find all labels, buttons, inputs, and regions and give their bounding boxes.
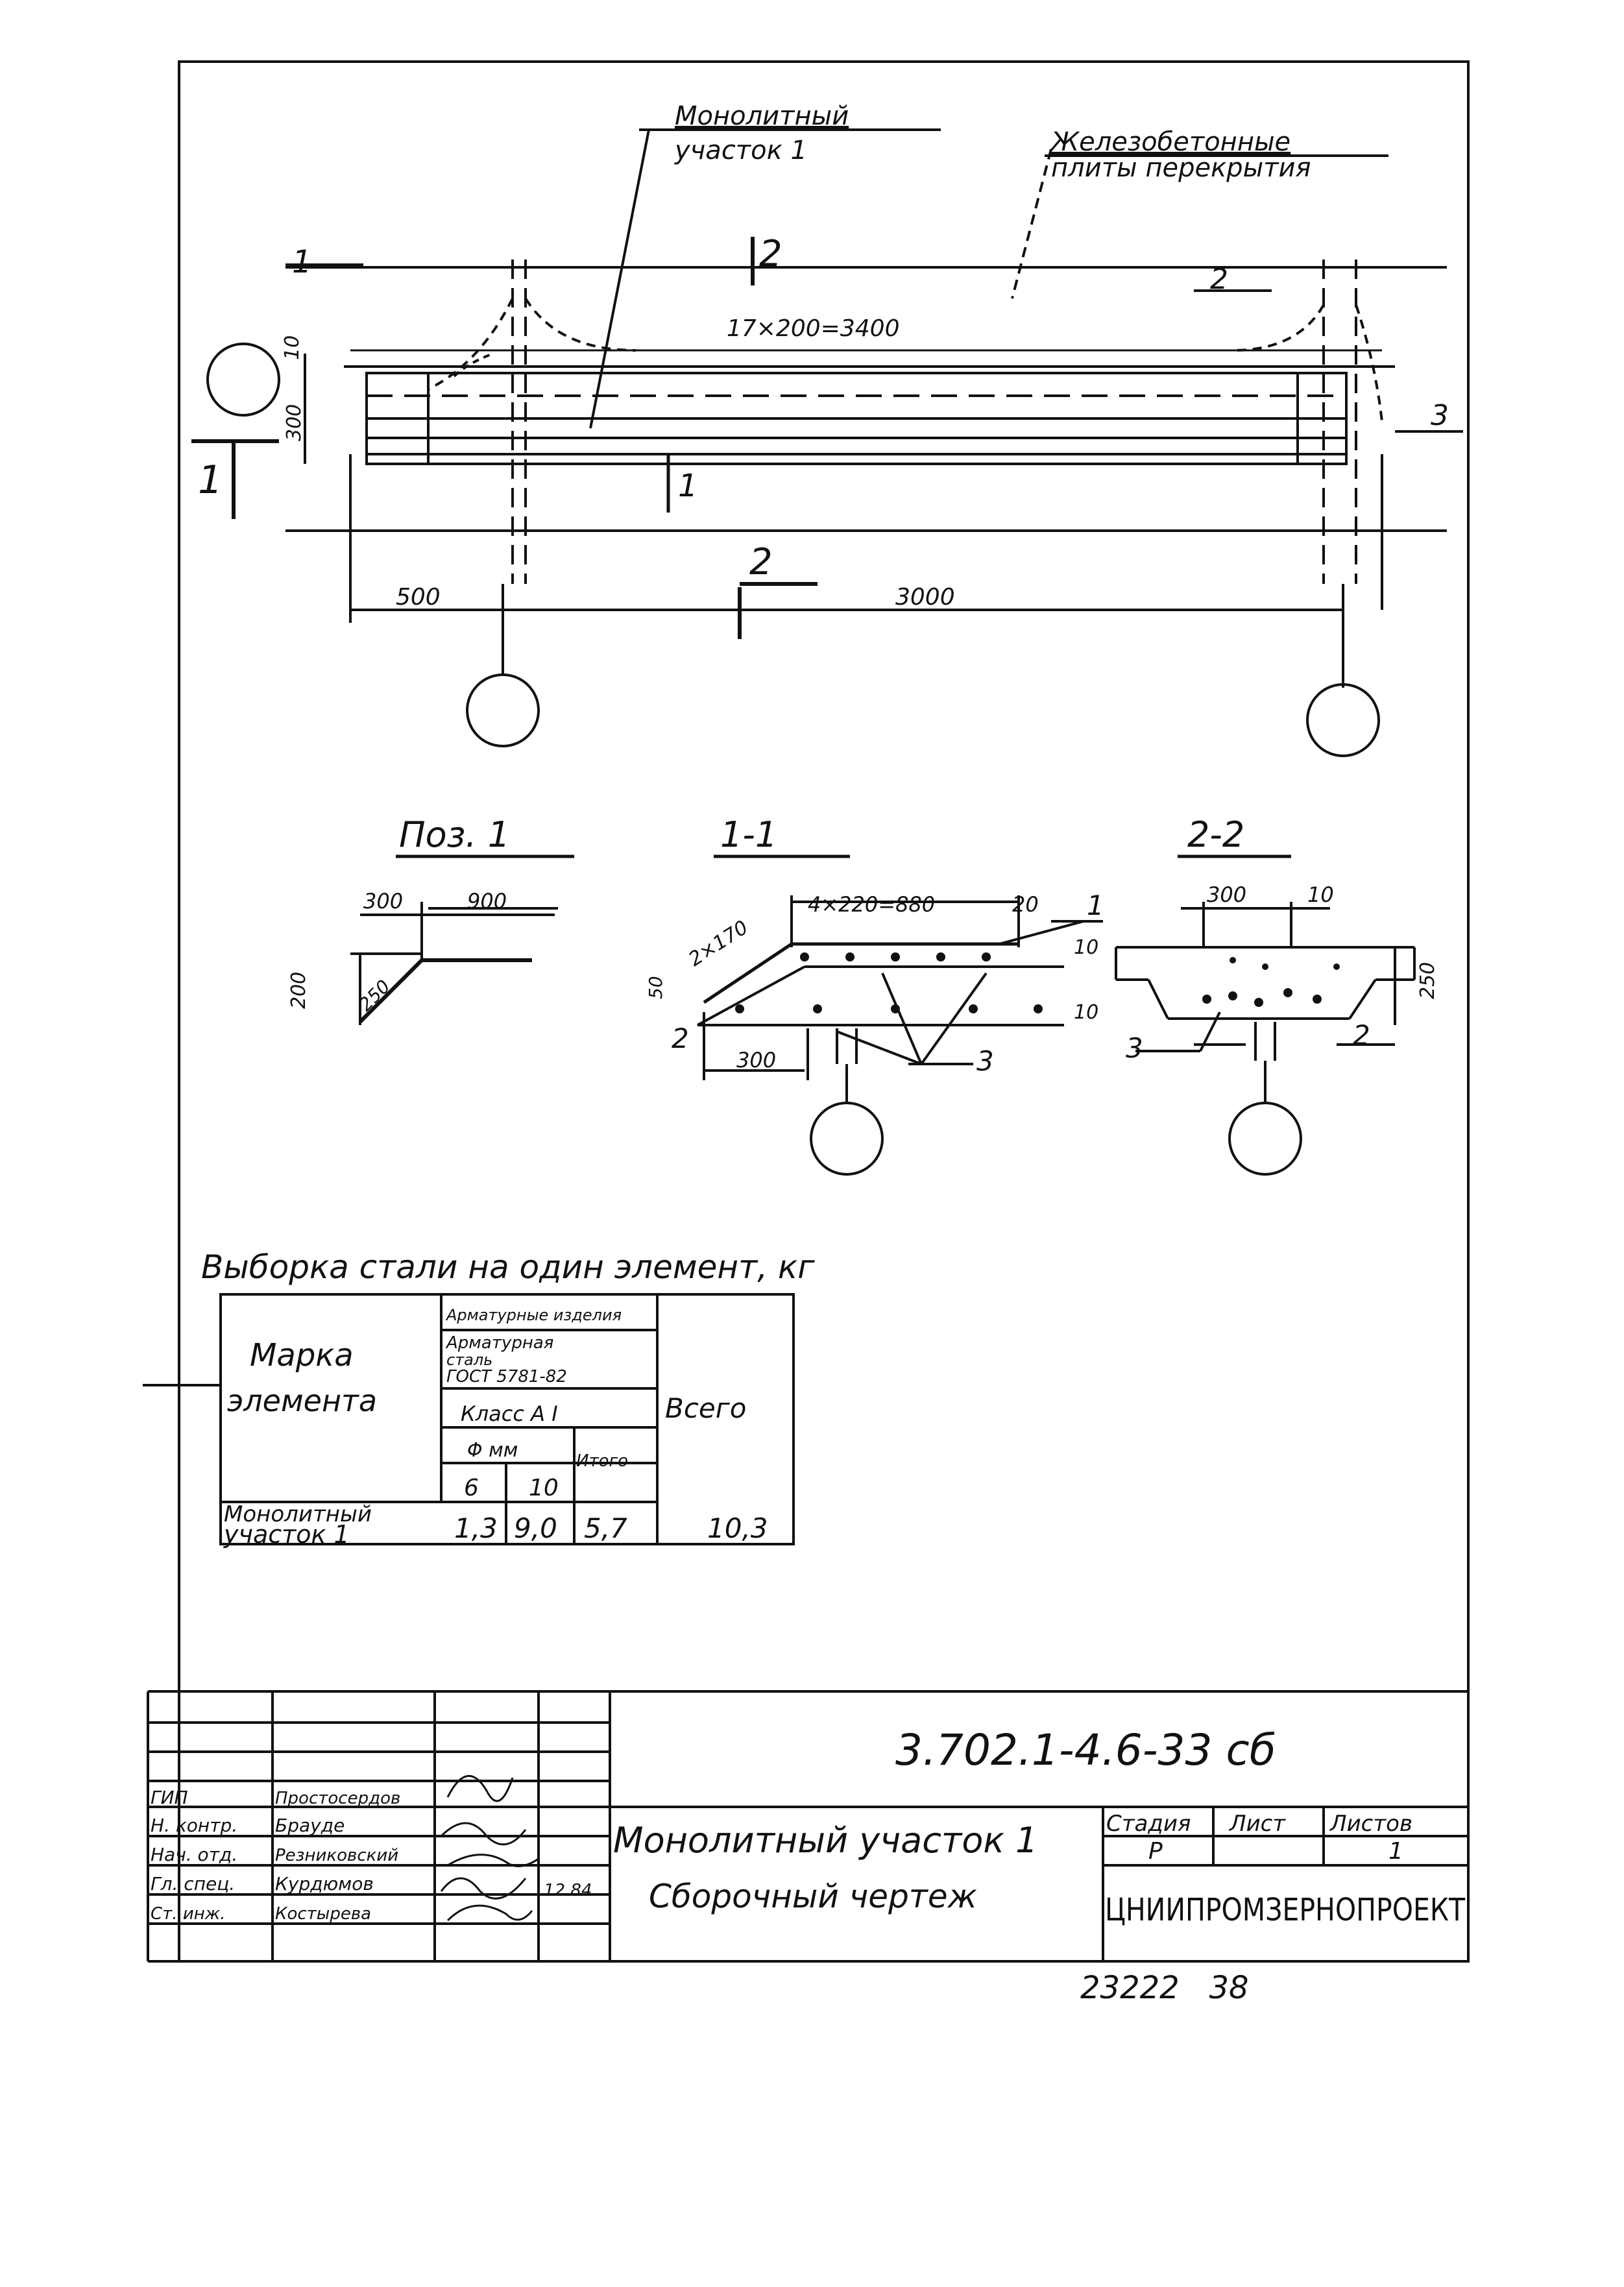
axis-bubble xyxy=(1307,684,1379,756)
h-total-sub: Итого xyxy=(576,1451,629,1471)
col-mark-1: Марка xyxy=(250,1337,354,1373)
section-2-2-title: 2-2 xyxy=(1187,814,1245,855)
label-monolith-2: участок 1 xyxy=(675,136,807,165)
label-monolith-1: Монолитный xyxy=(675,101,849,131)
h-steel-1: Арматурная xyxy=(446,1333,554,1353)
s11-dim-10b: 10 xyxy=(1074,1001,1099,1024)
dim-spacing: 17×200=3400 xyxy=(727,315,900,342)
role-3: Гл. спец. xyxy=(151,1873,236,1894)
cut-1-label-top: 1 xyxy=(292,244,312,280)
axis-bubble xyxy=(1230,1103,1301,1174)
row-name-1: Монолитный xyxy=(224,1501,372,1527)
doc-title-1: Монолитный участок 1 xyxy=(613,1820,1038,1861)
pos1-title: Поз. 1 xyxy=(399,814,511,855)
date: 12.84 xyxy=(544,1881,592,1900)
axis-bubble xyxy=(811,1103,882,1174)
section-2-2 xyxy=(1116,856,1414,1174)
name-3: Курдюмов xyxy=(275,1873,374,1894)
cut-1-label-left: 1 xyxy=(198,457,223,503)
name-4: Костырева xyxy=(275,1904,372,1924)
h-class: Класс А I xyxy=(461,1401,558,1426)
stage-value: Р xyxy=(1148,1838,1163,1865)
s11-label-3: 3 xyxy=(976,1045,994,1077)
pos2-label: 2 xyxy=(1210,263,1228,296)
role-1: Н. контр. xyxy=(151,1815,238,1836)
s22-label-2: 2 xyxy=(1353,1019,1370,1051)
table-caption: Выборка стали на один элемент, кг xyxy=(201,1248,815,1286)
pos1-dim-900: 900 xyxy=(467,889,507,914)
cell-v3: 5,7 xyxy=(584,1512,627,1544)
doc-title-2: Сборочный чертеж xyxy=(649,1878,977,1915)
pos1-dim-300: 300 xyxy=(363,889,404,914)
role-2: Нач. отд. xyxy=(151,1844,238,1865)
footer-number: 23222 38 xyxy=(1080,1970,1249,2006)
label-slabs-2: плиты перекрытия xyxy=(1051,153,1311,183)
sheets-value: 1 xyxy=(1388,1838,1403,1865)
s11-label-2: 2 xyxy=(672,1022,689,1054)
s22-dim-300: 300 xyxy=(1207,882,1247,907)
s22-label-3: 3 xyxy=(1126,1032,1143,1064)
pos3-label: 3 xyxy=(1431,399,1449,432)
h-total: Всего xyxy=(665,1392,747,1424)
pos1-dim-200: 200 xyxy=(287,971,310,1009)
axis-bubble xyxy=(467,675,539,746)
s22-dim-250: 250 xyxy=(1416,962,1439,999)
dim-span: 3000 xyxy=(895,584,955,611)
organization: ЦНИИПРОМЗЕРНОПРОЕКТ xyxy=(1105,1892,1466,1928)
dim-300: 300 xyxy=(283,404,306,441)
dim-left: 500 xyxy=(396,584,441,611)
sheets-header: Листов xyxy=(1330,1811,1413,1837)
h-diam: Φ мм xyxy=(467,1439,518,1462)
s11-dim-10a: 10 xyxy=(1074,936,1099,959)
axis-bubble xyxy=(208,344,279,415)
s11-dim-50: 50 xyxy=(645,976,666,999)
h-steel-3: ГОСТ 5781-82 xyxy=(446,1367,567,1386)
row-name-2: участок 1 xyxy=(224,1520,350,1549)
h-steel-2: сталь xyxy=(446,1351,493,1369)
name-1: Брауде xyxy=(275,1815,345,1836)
name-0: Простосердов xyxy=(275,1789,401,1808)
h-products: Арматурные изделия xyxy=(446,1306,622,1324)
role-0: ГИП xyxy=(151,1787,188,1808)
section-1-1-title: 1-1 xyxy=(720,814,778,855)
h-d2: 10 xyxy=(529,1475,559,1501)
s11-dim-2x170: 2×170 xyxy=(685,916,753,971)
stage-header: Стадия xyxy=(1106,1811,1191,1837)
sheet-header: Лист xyxy=(1230,1811,1286,1837)
cell-v4: 10,3 xyxy=(707,1512,768,1544)
s11-dim-spacing: 4×220=880 xyxy=(808,892,936,917)
s11-dim-20: 20 xyxy=(1012,892,1039,917)
doc-code: 3.702.1-4.6-33 сб xyxy=(895,1725,1276,1775)
cut-2-label-bottom: 2 xyxy=(749,541,773,583)
s22-dim-10: 10 xyxy=(1307,882,1334,907)
pos1-dim-250: 250 xyxy=(354,975,394,1015)
cell-v1: 1,3 xyxy=(454,1512,498,1544)
role-4: Ст. инж. xyxy=(151,1904,226,1924)
s11-dim-300: 300 xyxy=(736,1048,777,1072)
h-d1: 6 xyxy=(464,1475,479,1501)
name-2: Резниковский xyxy=(275,1846,399,1865)
label-slabs-1: Железобетонные xyxy=(1051,127,1291,157)
s11-label-1: 1 xyxy=(1087,889,1104,921)
plan-view xyxy=(191,130,1463,756)
cut-1-label-mid: 1 xyxy=(678,468,698,504)
dim-10: 10 xyxy=(281,335,304,360)
cell-v2: 9,0 xyxy=(514,1512,557,1544)
col-mark-2: элемента xyxy=(227,1383,378,1418)
cut-2-label-top: 2 xyxy=(759,233,782,275)
